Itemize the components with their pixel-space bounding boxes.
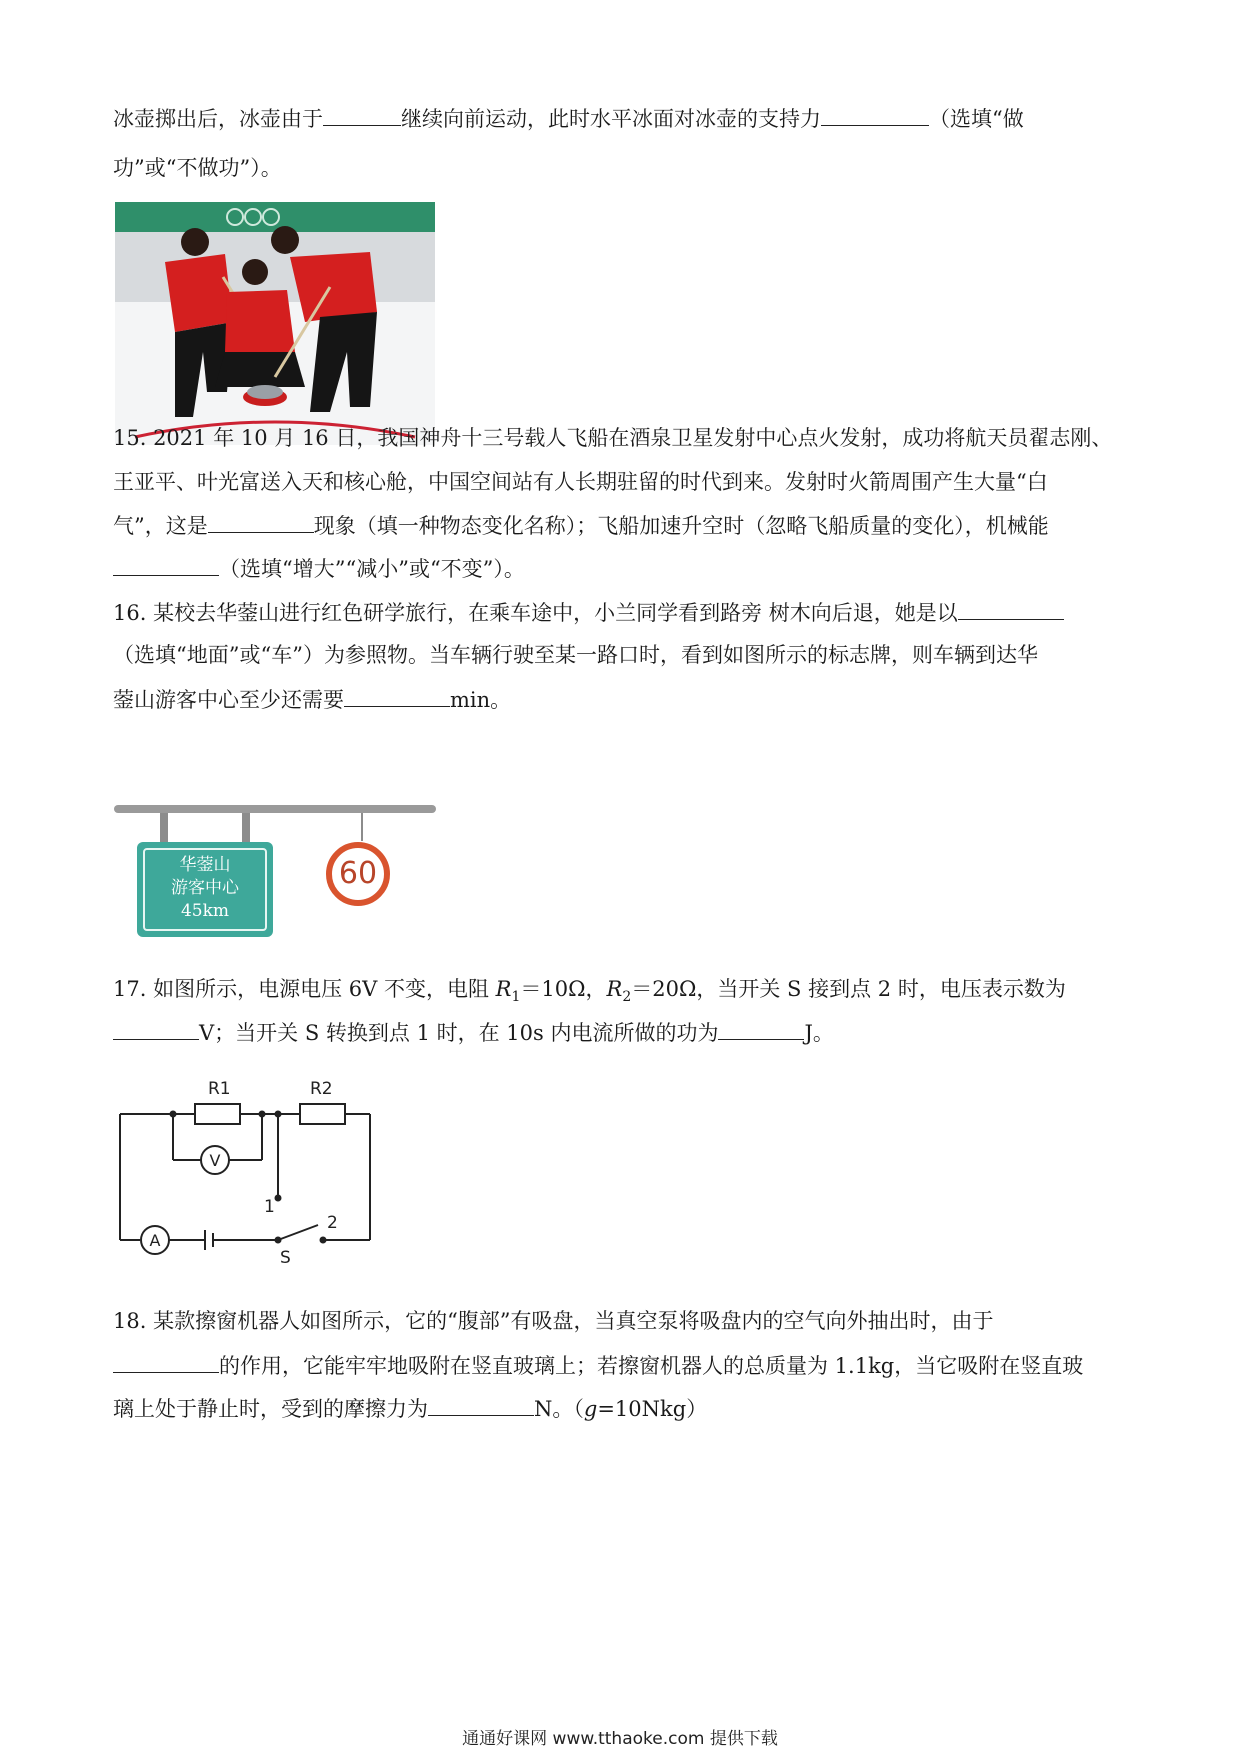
destination-sign	[137, 842, 273, 937]
voltmeter-label: V	[209, 1151, 221, 1170]
q16-line-1: 16. 某校去华蓥山进行红色研学旅行，在乘车途中，小兰同学看到路旁 树木向后退，她是以	[113, 597, 1064, 628]
switch-label: S	[280, 1248, 291, 1268]
answer-blank[interactable]	[113, 553, 219, 576]
point-1-label: 1	[264, 1197, 275, 1217]
q15-line-4: （选填“增大”“减小”或“不变”）。	[113, 553, 525, 584]
sign-place-line-2: 游客中心	[171, 878, 239, 898]
answer-blank[interactable]	[958, 597, 1064, 620]
speed-limit-value: 60	[338, 856, 378, 891]
curling-photo	[115, 202, 435, 445]
page-footer: 通通好课网 www.tthaoke.com 提供下载	[462, 1729, 778, 1749]
q17-line-1: 17. 如图所示，电源电压 6V 不变，电阻 $R_1=10\Omega$，$R_2=20\Omega$，当开关 S 接到点 2 时，电压表示数为	[113, 977, 1066, 1006]
q14-line-2: 功”或“不做功”）。	[113, 156, 282, 180]
answer-blank[interactable]	[428, 1393, 534, 1416]
circuit-diagram	[110, 1070, 380, 1270]
q14-line-1: 冰壶掷出后，冰壶由于 继续向前运动，此时水平冰面对冰壶的支持力 （选填“做	[113, 103, 1024, 134]
q17-line-2: V；当开关 S 转换到点 1 时，在 10s 内电流所做的功为 J。	[113, 1017, 834, 1048]
q18-line-3: 璃上处于静止时，受到的摩擦力为 N。（g=10Nkg）	[113, 1393, 707, 1424]
answer-blank[interactable]	[323, 103, 401, 126]
q18-line-2: 的作用，它能牢牢地吸附在竖直玻璃上；若擦窗机器人的总质量为 1.1kg，当它吸附在竖直玻	[113, 1350, 1083, 1381]
answer-blank[interactable]	[821, 103, 929, 126]
q18-line-1: 18. 某款擦窗机器人如图所示，它的“腹部”有吸盘，当真空泵将吸盘内的空气向外抽出时，由于	[113, 1309, 994, 1333]
answer-blank[interactable]	[718, 1017, 804, 1040]
answer-blank[interactable]	[344, 684, 450, 707]
answer-blank[interactable]	[113, 1350, 219, 1373]
q15-line-1: 15. 2021 年 10 月 16 日，我国神舟十三号载人飞船在酒泉卫星发射中心点火发射，成功将航天员翟志刚、	[113, 426, 1113, 450]
label-r2: R2	[310, 1079, 333, 1099]
q15-line-2: 王亚平、叶光富送入天和核心舱，中国空间站有人长期驻留的时代到来。发射时火箭周围产生大量“白	[113, 470, 1048, 494]
sign-distance: 45km	[180, 901, 230, 921]
q15-line-3: 气”，这是 现象（填一种物态变化名称）；飞船加速升空时（忽略飞船质量的变化），机械能	[113, 510, 1049, 541]
sign-place-line-1: 华蓥山	[179, 855, 231, 875]
ammeter-label: A	[149, 1231, 161, 1250]
point-2-label: 2	[327, 1213, 338, 1233]
q16-line-3: 蓥山游客中心至少还需要 min。	[113, 684, 511, 715]
answer-blank[interactable]	[208, 510, 314, 533]
answer-blank[interactable]	[113, 1017, 199, 1040]
q16-line-2: （选填“地面”或“车”）为参照物。当车辆行驶至某一路口时，看到如图所示的标志牌，则车辆到达华	[113, 643, 1038, 667]
label-r1: R1	[208, 1079, 231, 1099]
speed-limit-sign	[326, 842, 390, 906]
